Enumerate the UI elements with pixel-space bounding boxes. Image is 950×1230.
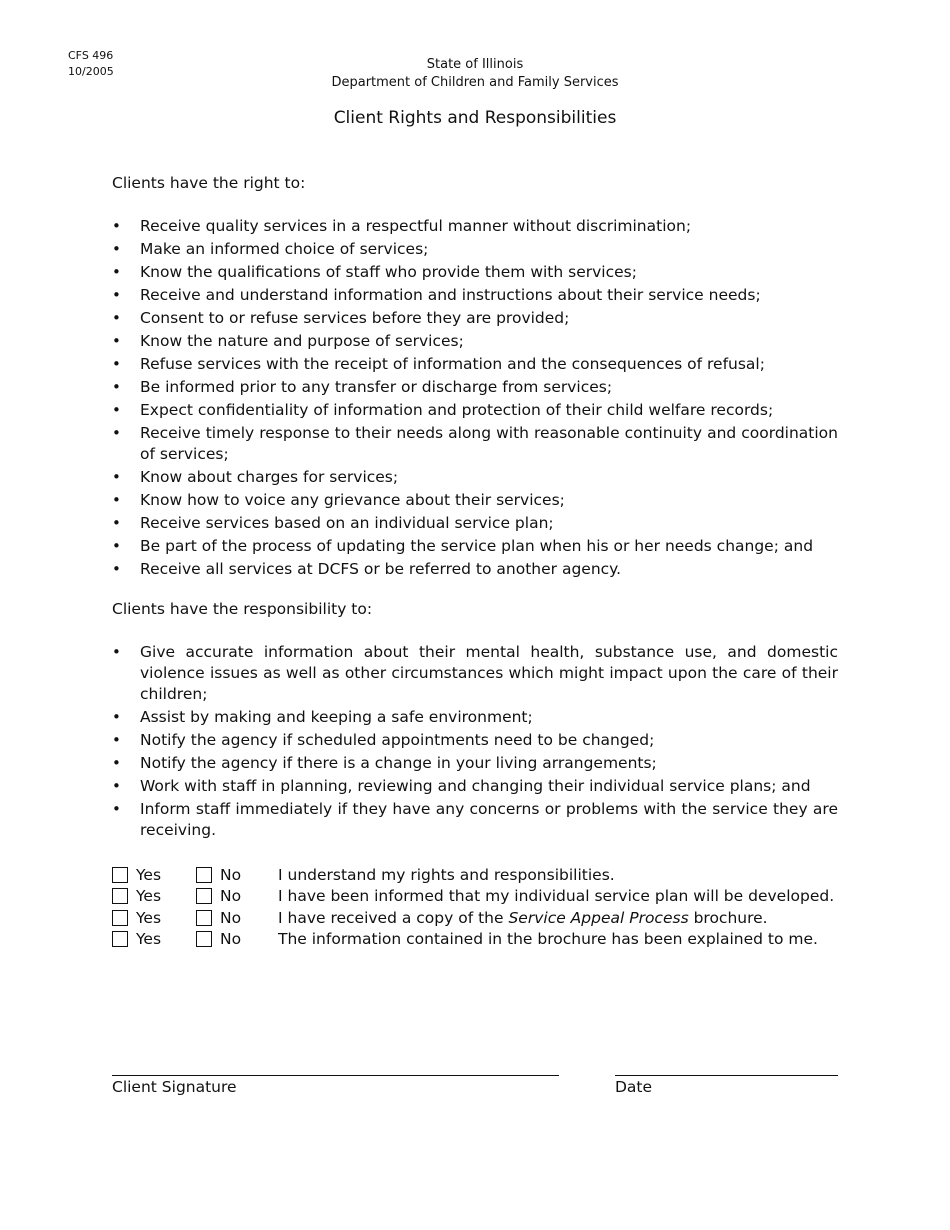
yes-label: Yes — [136, 908, 162, 927]
form-revision-date: 10/2005 — [68, 65, 114, 78]
right-item — [112, 490, 838, 511]
right-item — [112, 377, 838, 398]
yes-option[interactable] — [112, 909, 196, 927]
right-item — [112, 308, 838, 329]
bullet-icon: • — [112, 731, 121, 749]
yes-option[interactable] — [112, 887, 196, 905]
responsibilities-list — [112, 642, 838, 841]
statement-text-after: brochure. — [688, 908, 768, 927]
right-item-text: Be informed prior to any transfer or discharge from services; — [140, 378, 613, 396]
acknowledgement-checklist — [112, 864, 852, 950]
no-option[interactable] — [196, 887, 278, 905]
right-item — [112, 354, 838, 375]
bullet-icon: • — [112, 309, 121, 327]
yes-checkbox[interactable] — [112, 867, 128, 883]
bullet-icon: • — [112, 514, 121, 532]
right-item-text: Know the qualifications of staff who provide them with services; — [140, 263, 637, 281]
yes-checkbox[interactable] — [112, 931, 128, 947]
no-label: No — [220, 930, 242, 949]
right-item — [112, 513, 838, 534]
responsibility-item — [112, 799, 838, 841]
statement-text-before: I have received a copy of the — [278, 908, 509, 927]
bullet-icon: • — [112, 286, 121, 304]
right-item-text: Expect confidentiality of information and protection of their child welfare records; — [140, 401, 774, 419]
no-option[interactable] — [196, 866, 278, 884]
bullet-icon: • — [112, 332, 121, 350]
right-item — [112, 467, 838, 488]
responsibility-item-text: Notify the agency if scheduled appointments need to be changed; — [140, 731, 655, 749]
bullet-icon: • — [112, 401, 121, 419]
acknowledgement-row — [112, 886, 852, 908]
date-label: Date — [615, 1078, 653, 1096]
no-option[interactable] — [196, 909, 278, 927]
bullet-icon: • — [112, 468, 121, 486]
bullet-icon: • — [112, 777, 121, 795]
form-code: CFS 496 — [68, 49, 114, 62]
responsibility-item-text: Work with staff in planning, reviewing and changing their individual service plans; and — [140, 777, 811, 795]
rights-section — [112, 172, 838, 582]
date-signature-line[interactable] — [615, 1075, 838, 1076]
yes-option[interactable] — [112, 930, 196, 948]
right-item-text: Receive quality services in a respectful manner without discrimination; — [140, 217, 692, 235]
right-item — [112, 216, 838, 237]
acknowledgement-row — [112, 929, 852, 951]
rights-heading: Clients have the right to: — [112, 174, 306, 192]
no-checkbox[interactable] — [196, 867, 212, 883]
responsibilities-section — [112, 598, 838, 843]
bullet-icon: • — [112, 263, 121, 281]
bullet-icon: • — [112, 378, 121, 396]
right-item-text: Receive services based on an individual service plan; — [140, 514, 554, 532]
no-label: No — [220, 908, 242, 927]
responsibility-item-text: Inform staff immediately if they have any concerns or problems with the service they are receiving. — [140, 800, 838, 839]
right-item — [112, 423, 838, 465]
bullet-icon: • — [112, 424, 121, 442]
right-item — [112, 331, 838, 352]
responsibilities-heading: Clients have the responsibility to: — [112, 600, 373, 618]
yes-option[interactable] — [112, 866, 196, 884]
bullet-icon: • — [112, 537, 121, 555]
bullet-icon: • — [112, 355, 121, 373]
bullet-icon: • — [112, 491, 121, 509]
no-option[interactable] — [196, 930, 278, 948]
right-item-text: Consent to or refuse services before they are provided; — [140, 309, 570, 327]
bullet-icon: • — [112, 240, 121, 258]
bullet-icon: • — [112, 560, 121, 578]
right-item-text: Refuse services with the receipt of information and the consequences of refusal; — [140, 355, 765, 373]
right-item — [112, 536, 838, 557]
service-appeal-process-title: Service Appeal Process — [508, 908, 689, 927]
responsibility-item — [112, 707, 838, 728]
page-title: Client Rights and Responsibilities — [333, 108, 617, 128]
bullet-icon: • — [112, 754, 121, 772]
right-item-text: Receive timely response to their needs along with reasonable continuity and coordination of services; — [140, 424, 838, 463]
client-signature-line[interactable] — [112, 1075, 559, 1076]
right-item-text: Know about charges for services; — [140, 468, 399, 486]
responsibility-item-text: Assist by making and keeping a safe environment; — [140, 708, 533, 726]
yes-label: Yes — [136, 930, 162, 949]
yes-checkbox[interactable] — [112, 888, 128, 904]
responsibility-item — [112, 776, 838, 797]
responsibility-item — [112, 753, 838, 774]
responsibility-item-text: Give accurate information about their mental health, substance use, and domestic violence issues as well as other circumstances which might impact upon the care of their children; — [140, 643, 838, 703]
right-item — [112, 239, 838, 260]
acknowledgement-statement: I understand my rights and responsibilities. — [278, 865, 615, 884]
bullet-icon: • — [112, 217, 121, 235]
right-item — [112, 262, 838, 283]
acknowledgement-row — [112, 907, 852, 929]
right-item-text: Be part of the process of updating the service plan when his or her needs change; and — [140, 537, 814, 555]
yes-label: Yes — [136, 865, 162, 884]
responsibility-item-text: Notify the agency if there is a change in your living arrangements; — [140, 754, 657, 772]
no-checkbox[interactable] — [196, 931, 212, 947]
right-item — [112, 285, 838, 306]
header-state: State of Illinois — [426, 57, 524, 72]
rights-list — [112, 216, 838, 580]
bullet-icon: • — [112, 708, 121, 726]
no-label: No — [220, 887, 242, 906]
no-checkbox[interactable] — [196, 910, 212, 926]
right-item — [112, 559, 838, 580]
client-signature-label: Client Signature — [112, 1078, 237, 1096]
acknowledgement-statement: I have been informed that my individual service plan will be developed. — [278, 887, 835, 906]
right-item-text: Receive and understand information and instructions about their service needs; — [140, 286, 761, 304]
bullet-icon: • — [112, 800, 121, 818]
acknowledgement-row — [112, 864, 852, 886]
right-item-text: Receive all services at DCFS or be referred to another agency. — [140, 560, 622, 578]
no-checkbox[interactable] — [196, 888, 212, 904]
yes-label: Yes — [136, 887, 162, 906]
header-department: Department of Children and Family Services — [331, 75, 619, 90]
right-item — [112, 400, 838, 421]
yes-checkbox[interactable] — [112, 910, 128, 926]
acknowledgement-statement: The information contained in the brochure has been explained to me. — [278, 930, 818, 949]
no-label: No — [220, 865, 242, 884]
bullet-icon: • — [112, 643, 121, 661]
right-item-text: Make an informed choice of services; — [140, 240, 429, 258]
right-item-text: Know how to voice any grievance about their services; — [140, 491, 565, 509]
right-item-text: Know the nature and purpose of services; — [140, 332, 464, 350]
responsibility-item — [112, 730, 838, 751]
acknowledgement-statement — [278, 909, 768, 927]
responsibility-item — [112, 642, 838, 705]
